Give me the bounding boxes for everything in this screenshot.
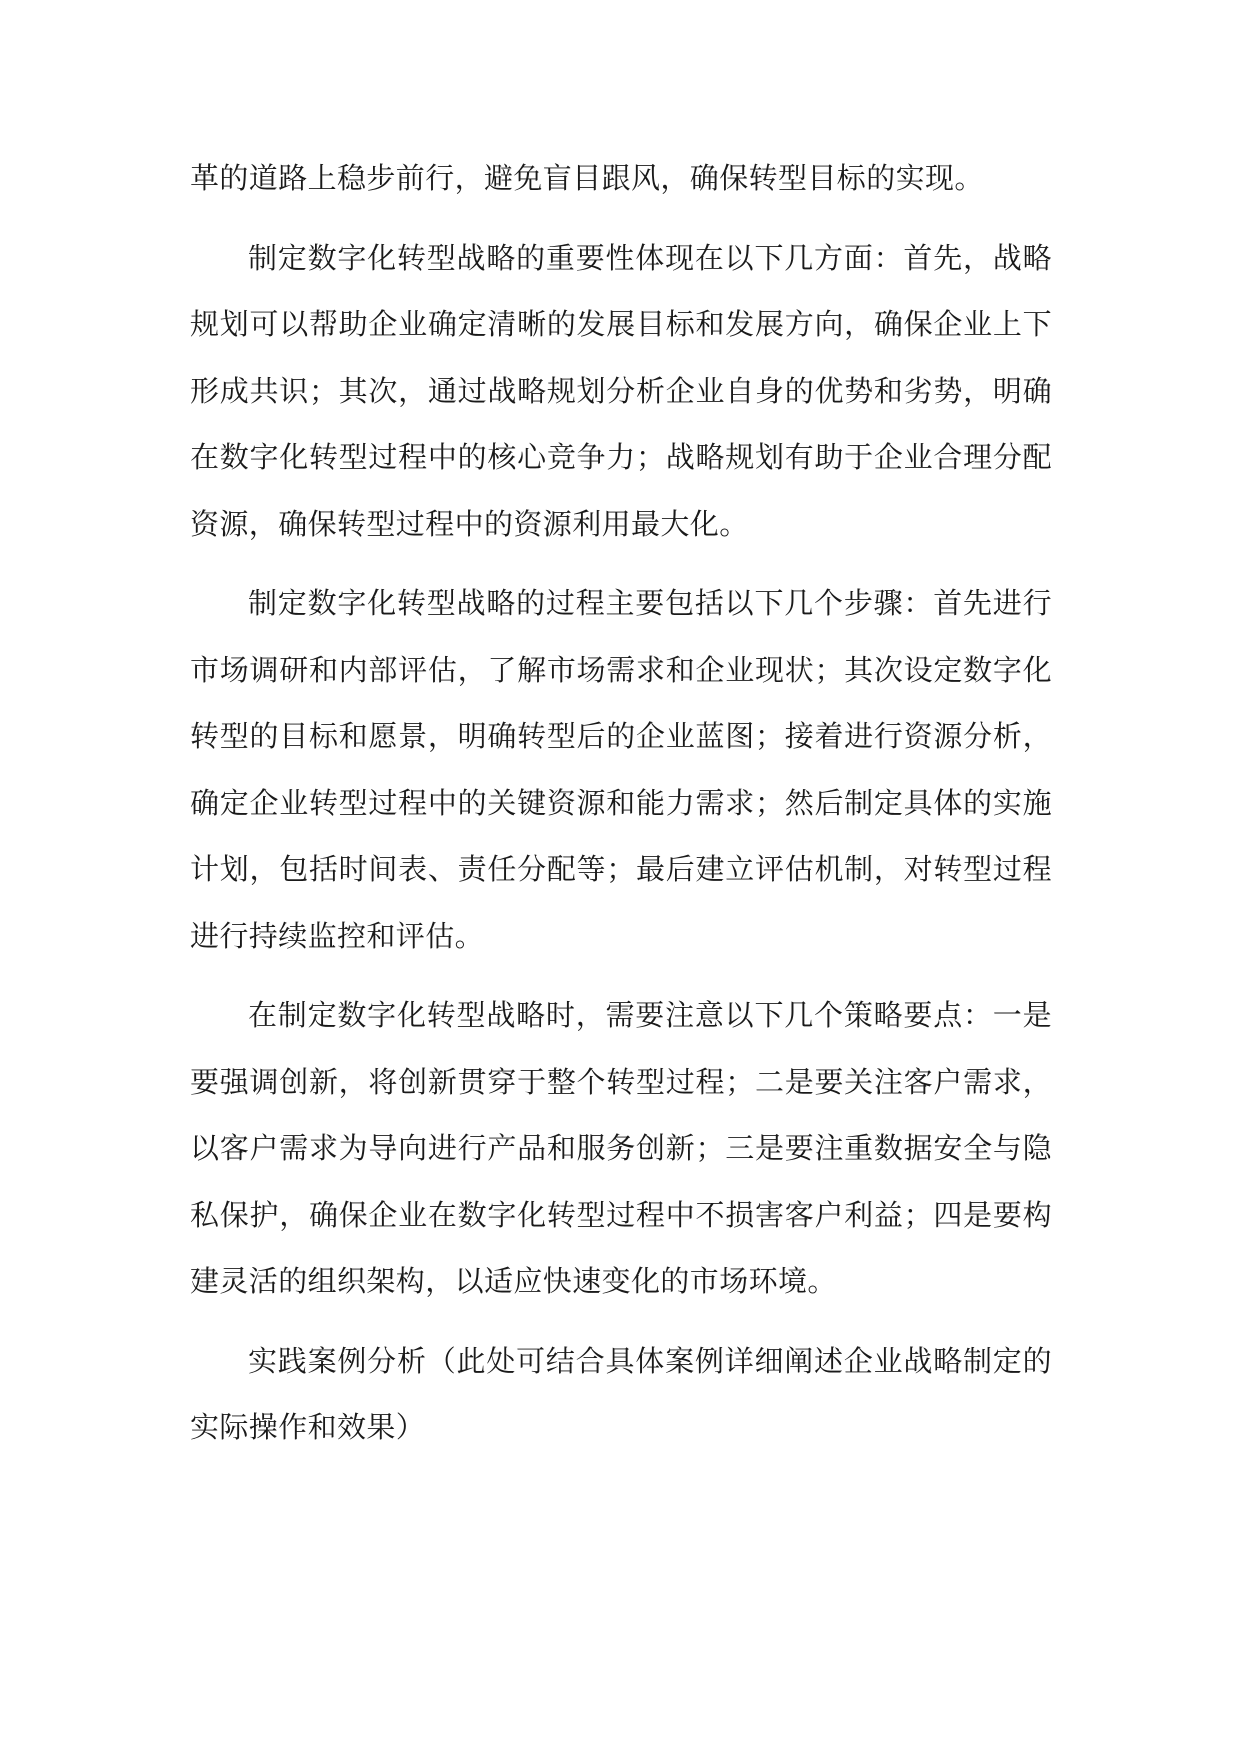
paragraph-case-analysis: 实践案例分析（此处可结合具体案例详细阐述企业战略制定的实际操作和效果） <box>190 1343 1052 1444</box>
paragraph-strategy-key-points: 在制定数字化转型战略时，需要注意以下几个策略要点：一是要强调创新，将创新贯穿于整个转型过程；二是要关注客户需求，以客户需求为导向进行产品和服务创新；三是要注重数据安全与隐私保护，确保企业在数字化转型过程中不损害客户利益；四是要构建灵活的组织架构，以适应快速变化的市场环境。 <box>190 998 1052 1298</box>
document-body <box>190 145 1052 1474</box>
paragraph-strategy-process: 制定数字化转型战略的过程主要包括以下几个步骤：首先进行市场调研和内部评估，了解市场需求和企业现状；其次设定数字化转型的目标和愿景，明确转型后的企业蓝图；接着进行资源分析，确定企业转型过程中的关键资源和能力需求；然后制定具体的实施计划，包括时间表、责任分配等；最后建立评估机制，对转型过程进行持续监控和评估。 <box>190 586 1052 953</box>
paragraph-strategy-importance: 制定数字化转型战略的重要性体现在以下几方面：首先，战略规划可以帮助企业确定清晰的发展目标和发展方向，确保企业上下形成共识；其次，通过战略规划分析企业自身的优势和劣势，明确在数字化转型过程中的核心竞争力；战略规划有助于企业合理分配资源，确保转型过程中的资源利用最大化。 <box>190 240 1052 541</box>
paragraph-continued: 革的道路上稳步前行，避免盲目跟风，确保转型目标的实现。 <box>190 161 984 195</box>
